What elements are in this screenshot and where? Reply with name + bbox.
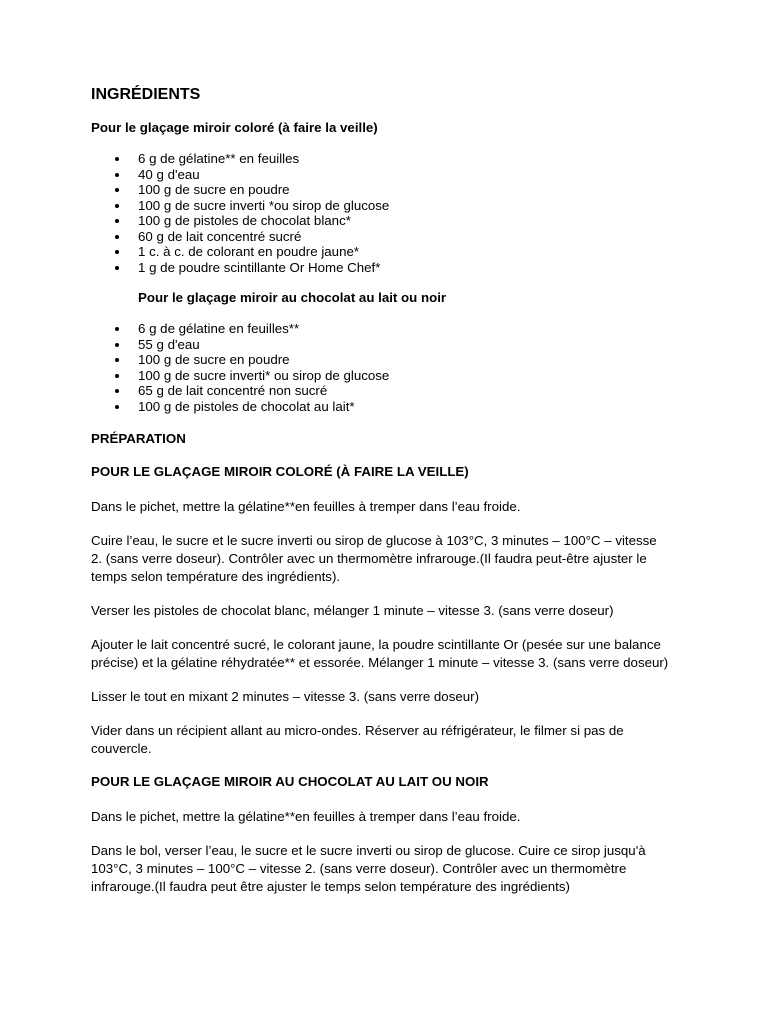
section1-ingredient-list xyxy=(91,151,691,275)
list-item: 6 g de gélatine** en feuilles xyxy=(91,151,691,167)
part1-step: Cuire l’eau, le sucre et le sucre inverti ou sirop de glucose à 103°C, 3 minutes – 100°C – vitesse 2. (sans verre doseur). Contrôler avec un thermomètre infrarouge.(Il faudra peut-être ajuster le temps selon température des ingrédients). xyxy=(91,533,657,584)
list-item: 1 c. à c. de colorant en poudre jaune* xyxy=(91,244,691,260)
preparation-title: PRÉPARATION xyxy=(91,431,186,446)
part1-step: Ajouter le lait concentré sucré, le colorant jaune, la poudre scintillante Or (pesée sur une balance précise) et la gélatine réhydratée** et essorée. Mélanger 1 minute – vitesse 3. (sans verre doseur) xyxy=(91,637,669,670)
list-item: 100 g de pistoles de chocolat blanc* xyxy=(91,213,691,229)
part1-heading: POUR LE GLAÇAGE MIROIR COLORÉ (À FAIRE LA VEILLE) xyxy=(91,464,469,479)
section2-heading: Pour le glaçage miroir au chocolat au lait ou noir xyxy=(138,290,447,305)
section2-ingredient-list xyxy=(91,321,691,414)
list-item: 100 g de sucre inverti* ou sirop de glucose xyxy=(91,368,691,384)
section1-heading: Pour le glaçage miroir coloré (à faire la veille) xyxy=(91,120,378,135)
list-item: 100 g de sucre en poudre xyxy=(91,352,691,368)
document-page xyxy=(91,84,691,912)
list-item: 40 g d'eau xyxy=(91,167,691,183)
list-item: 100 g de sucre inverti *ou sirop de glucose xyxy=(91,198,691,214)
list-item: 1 g de poudre scintillante Or Home Chef* xyxy=(91,260,691,276)
part1-step: Lisser le tout en mixant 2 minutes – vitesse 3. (sans verre doseur) xyxy=(91,689,479,704)
list-item: 65 g de lait concentré non sucré xyxy=(91,383,691,399)
part1-step: Dans le pichet, mettre la gélatine**en feuilles à tremper dans l’eau froide. xyxy=(91,499,521,514)
part2-step: Dans le bol, verser l’eau, le sucre et le sucre inverti ou sirop de glucose. Cuire ce sirop jusqu'à 103°C, 3 minutes – 100°C – vitesse 2. (sans verre doseur). Contrôler avec un thermomètre infrarouge.(Il faudra peut être ajuster le temps selon température des ingrédients) xyxy=(91,843,646,894)
list-item: 6 g de gélatine en feuilles** xyxy=(91,321,691,337)
part2-heading: POUR LE GLAÇAGE MIROIR AU CHOCOLAT AU LAIT OU NOIR xyxy=(91,774,489,789)
part2-step: Dans le pichet, mettre la gélatine**en feuilles à tremper dans l’eau froide. xyxy=(91,809,521,824)
list-item: 55 g d'eau xyxy=(91,337,691,353)
list-item: 60 g de lait concentré sucré xyxy=(91,229,691,245)
list-item: 100 g de pistoles de chocolat au lait* xyxy=(91,399,691,415)
ingredients-title: INGRÉDIENTS xyxy=(91,86,201,103)
part1-step: Vider dans un récipient allant au micro-ondes. Réserver au réfrigérateur, le filmer si pas de couvercle. xyxy=(91,723,624,756)
list-item: 100 g de sucre en poudre xyxy=(91,182,691,198)
part1-step: Verser les pistoles de chocolat blanc, mélanger 1 minute – vitesse 3. (sans verre doseur) xyxy=(91,603,614,618)
